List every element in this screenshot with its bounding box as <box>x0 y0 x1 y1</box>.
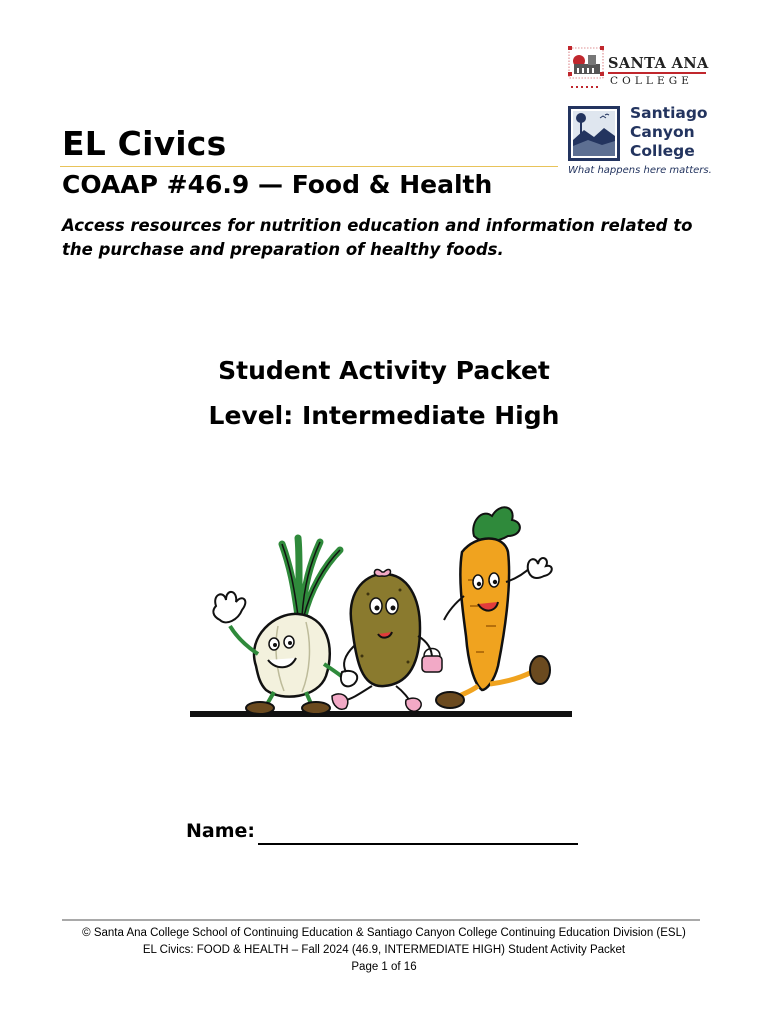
potato-character <box>332 570 442 712</box>
page-description: Access resources for nutrition education and information related to the purchase and preparation of healthy foods. <box>62 216 693 259</box>
name-field[interactable] <box>258 843 578 845</box>
name-label: Name: <box>186 820 256 842</box>
santiago-canyon-college-logo <box>568 104 718 180</box>
footer-divider <box>62 919 700 921</box>
scc-name-line1: Santiago <box>630 104 708 122</box>
scc-tagline: What happens here matters. <box>568 165 712 176</box>
footer-copyright: © Santa Ana College School of Continuing Education & Santiago Canyon College Continuing Education Division (ESL) <box>82 927 686 939</box>
scc-name-line3: College <box>630 142 695 160</box>
santa-ana-college-logo <box>568 46 708 98</box>
footer-packet-info: EL Civics: FOOD & HEALTH – Fall 2024 (46.9, INTERMEDIATE HIGH) Student Activity Packet <box>142 944 626 956</box>
scc-landscape-icon <box>568 106 620 161</box>
level-heading: Level: Intermediate High <box>208 401 560 430</box>
onion-character <box>213 538 357 714</box>
carrot-character <box>436 507 552 708</box>
page-subtitle: COAAP #46.9 — Food & Health <box>62 170 493 199</box>
sac-seal-icon <box>568 46 604 96</box>
scc-name <box>630 104 708 161</box>
vegetables-illustration <box>186 486 578 726</box>
sac-divider <box>608 72 706 74</box>
scc-name-line2: Canyon <box>630 123 695 141</box>
sac-name-line1: SANTA ANA <box>608 55 709 72</box>
packet-title: Student Activity Packet <box>218 356 550 385</box>
title-divider <box>60 166 558 167</box>
page-title: EL Civics <box>62 124 227 163</box>
footer-page-number: Page 1 of 16 <box>351 961 417 973</box>
sac-name-line2: COLLEGE <box>610 75 694 87</box>
